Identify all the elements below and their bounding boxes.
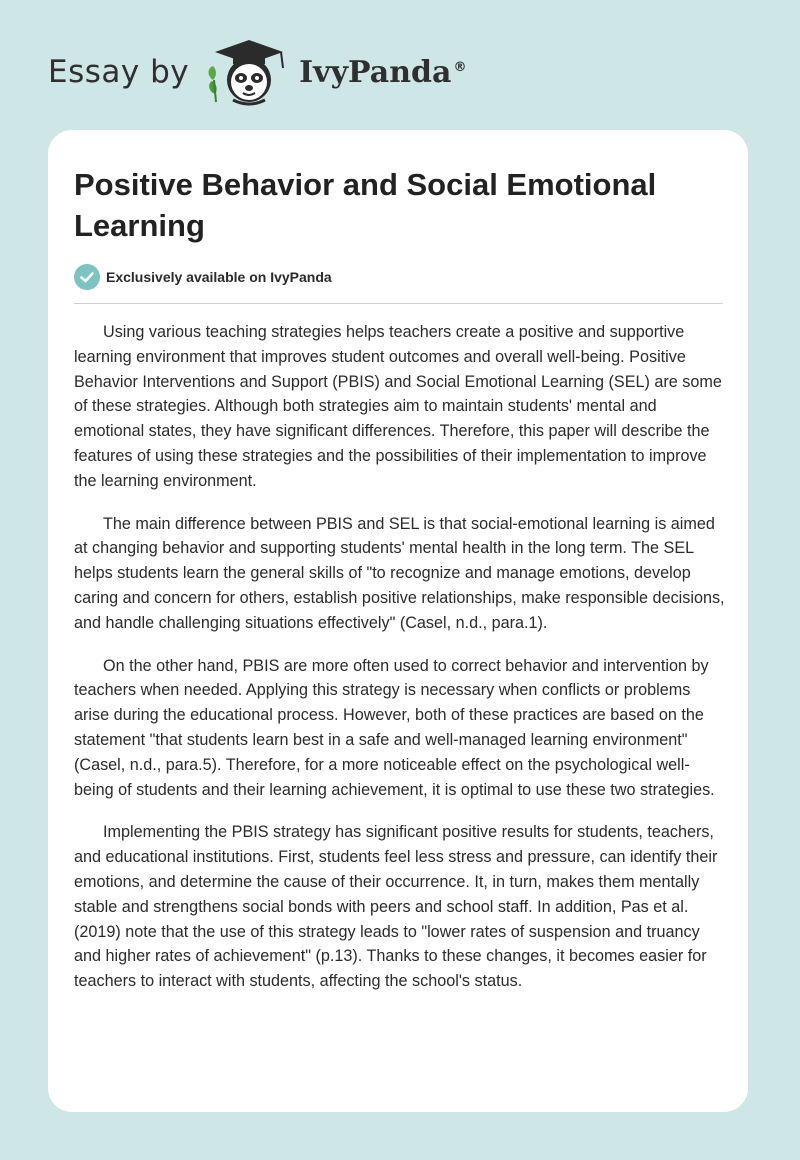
ivypanda-logo-icon[interactable] xyxy=(203,36,295,108)
exclusive-label: Exclusively available on IvyPanda xyxy=(106,269,332,285)
page-title: Positive Behavior and Social Emotional Learning xyxy=(74,167,657,243)
divider xyxy=(74,303,723,304)
paragraph: The main difference between PBIS and SEL is that social-emotional learning is aimed at changing behavior and supporting students' mental health in the long term. The SEL helps students learn the general skills of "to recognize and manage emotions, develop caring and concern for others, establish positive relationships, make responsible decisions, and handle challenging situations effectively" (Casel, n.d., para.1). xyxy=(74,514,725,632)
essay-by-label: Essay by xyxy=(48,54,190,90)
essay-body xyxy=(74,320,726,1012)
essay-card xyxy=(48,130,748,1112)
paragraph: Implementing the PBIS strategy has significant positive results for students, teachers, and educational institutions. First, students feel less stress and pressure, can identify their emotions, and determine the cause of their occurrence. It, in turn, makes them mentally stable and strengthens social bonds with peers and school staff. In addition, Pas et al. (2019) note that the use of this strategy leads to "lower rates of suspension and truancy and higher rates of achievement" (p.13). Thanks to these changes, it becomes easier for teachers to interact with students, affecting the school's status. xyxy=(74,823,718,991)
registered-mark: ® xyxy=(453,59,467,75)
exclusive-badge xyxy=(74,264,332,290)
brand-name[interactable] xyxy=(299,55,466,90)
paragraph: On the other hand, PBIS are more often used to correct behavior and intervention by teachers when needed. Applying this strategy is necessary when conflicts or problems arise during the educational process. However, both of these practices are based on the statement "that students learn best in a safe and well-managed learning environment" (Casel, n.d., para.5). Therefore, for a more noticeable effect on the psychological well-being of students and their learning achievement, it is optimal to use these two strategies. xyxy=(74,656,715,799)
site-header xyxy=(48,36,768,108)
check-circle-icon xyxy=(74,264,100,290)
brand-name-text: IvyPanda xyxy=(299,54,452,90)
paragraph: Using various teaching strategies helps teachers create a positive and supportive learning environment that improves student outcomes and overall well-being. Positive Behavior Interventions and Support (PBIS) and Social Emotional Learning (SEL) are some of these strategies. Although both strategies aim to maintain students' mental and emotional states, they have significant differences. Therefore, this paper will describe the features of using these strategies and the possibilities of their implementation to improve the learning environment. xyxy=(74,323,722,490)
